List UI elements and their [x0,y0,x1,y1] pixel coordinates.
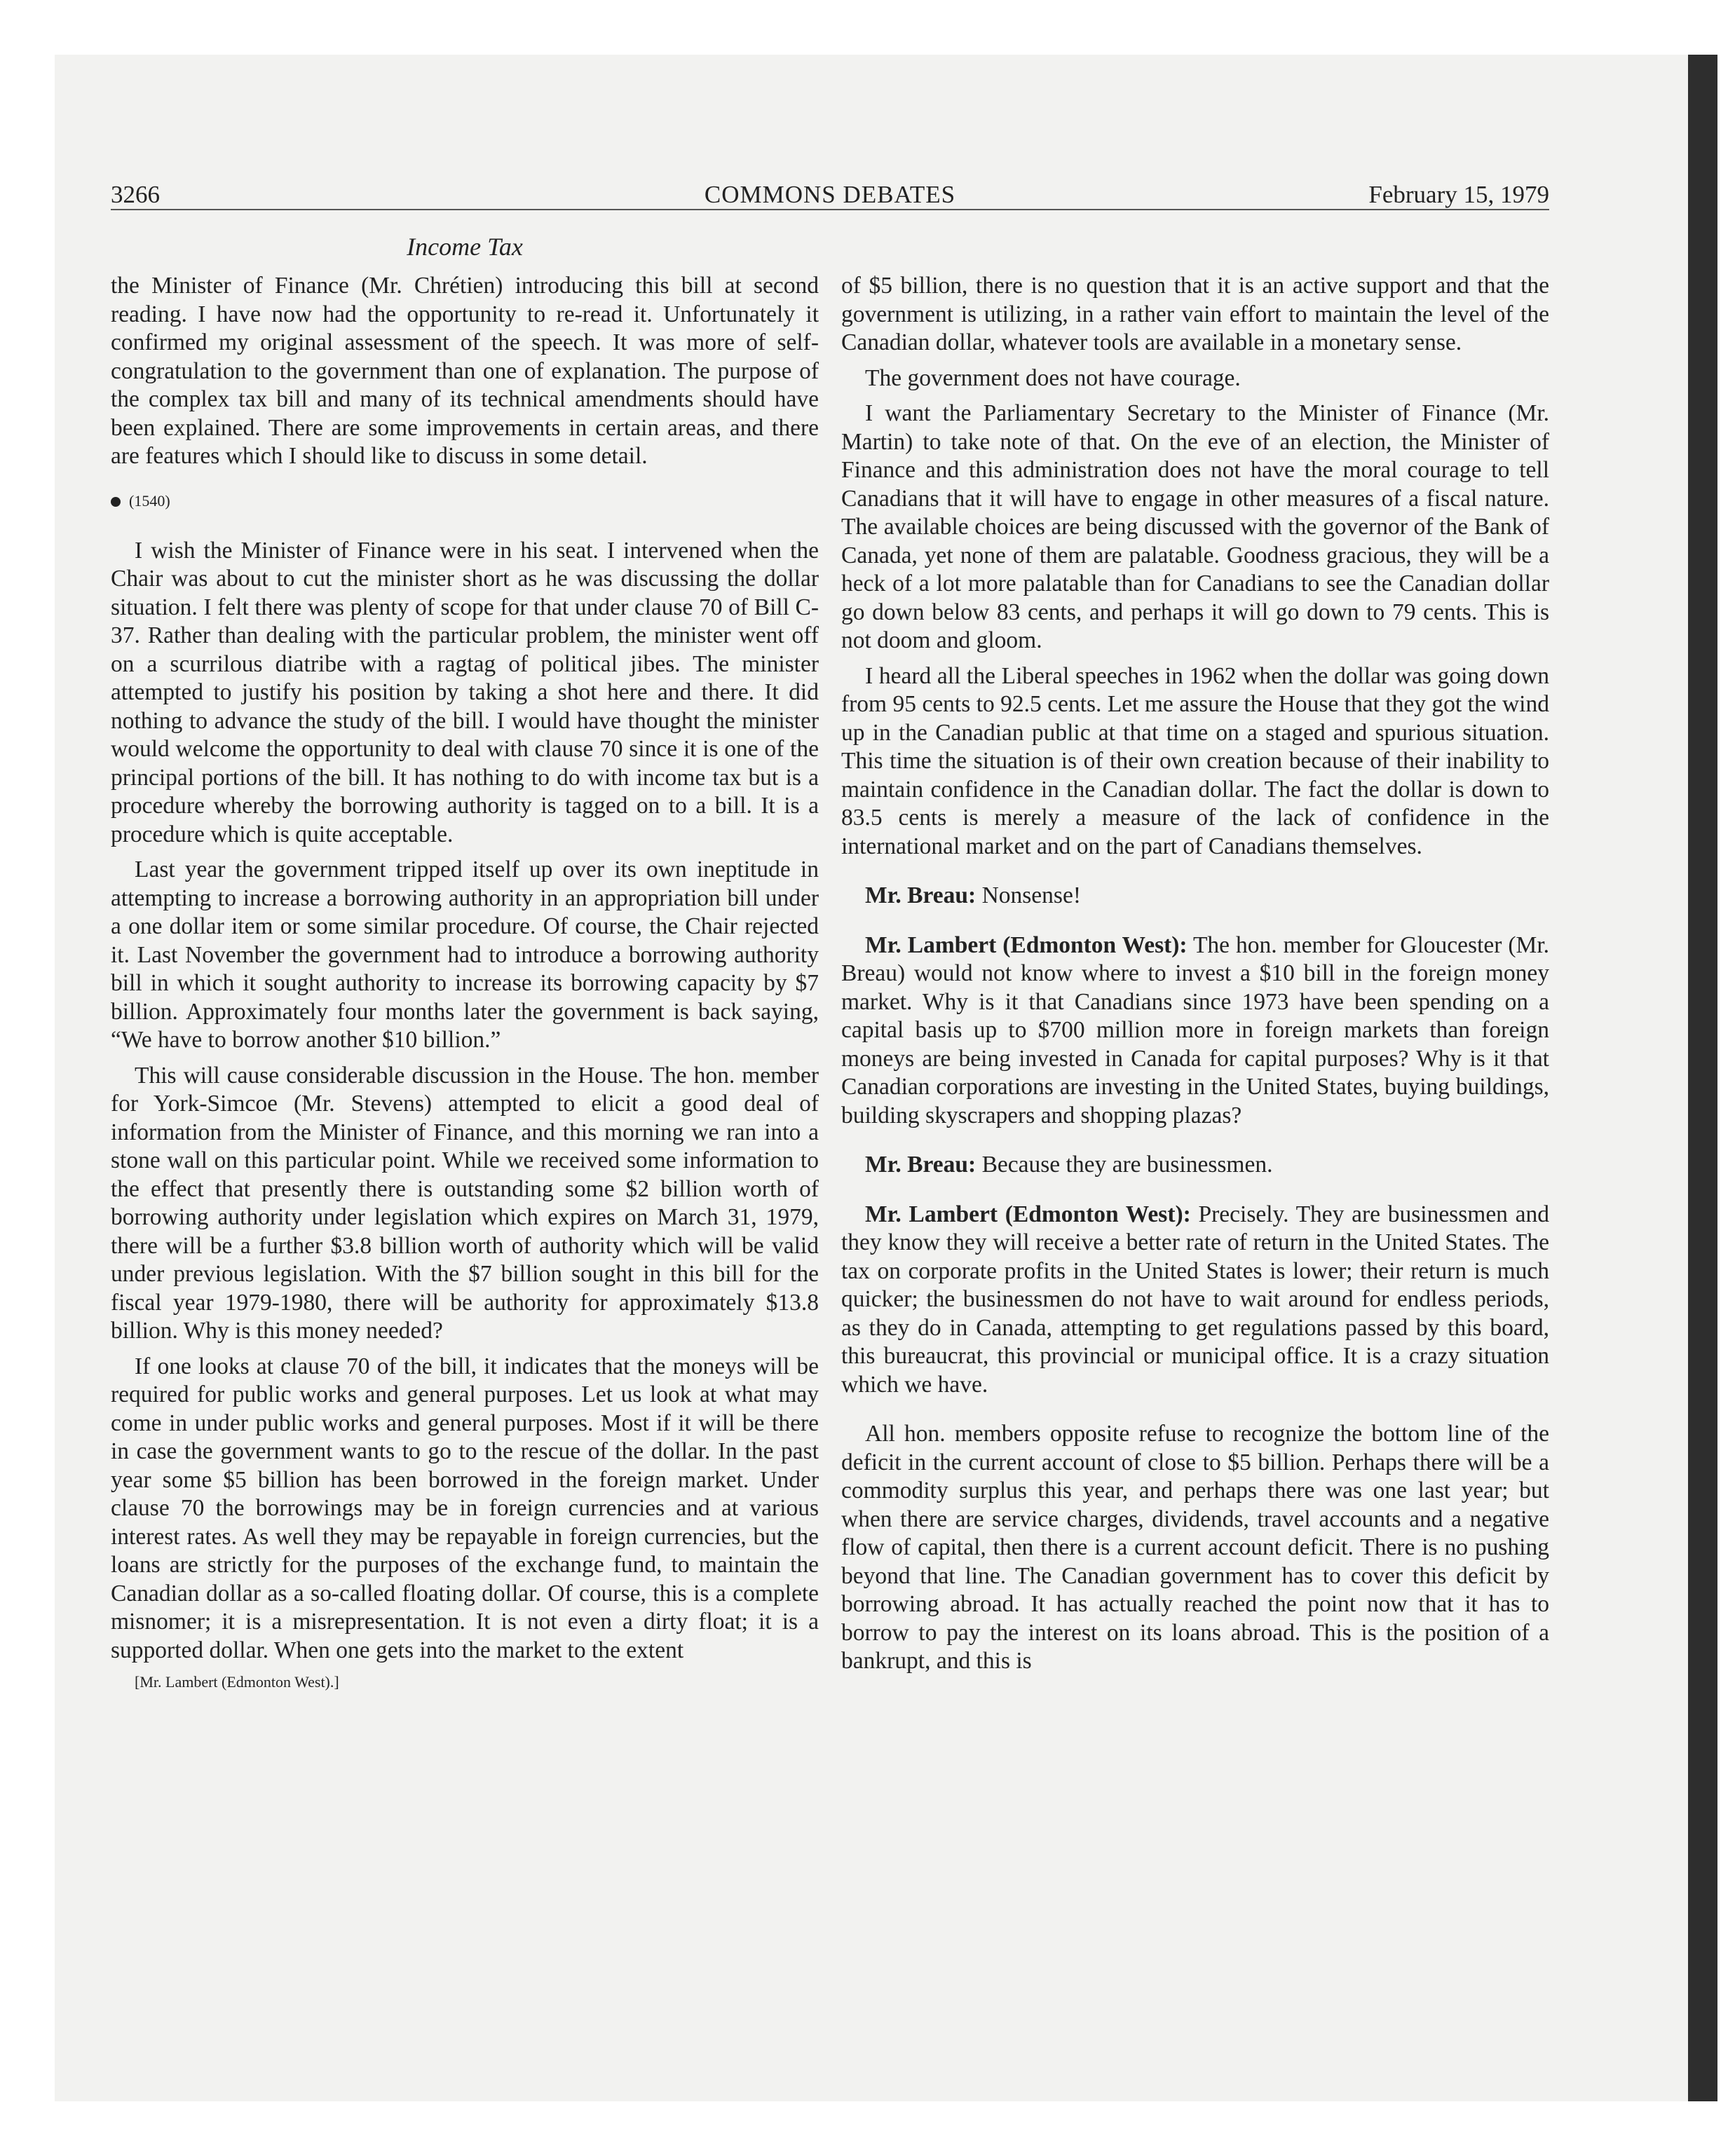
paragraph: Last year the government tripped itself up over its own ineptitude in attempting to increase a borrowing authority in an appropriation bill under a one dollar item or some similar procedure. Of course, the Chair rejected it. Last November the government had to introduce a borrowing authority bill in which it sought authority to increase its borrowing capacity by $7 billion. Approximately four months later the government is back saying, “We have to borrow another $10 billion.” [111,857,819,1053]
speech-text: Because they are businessmen. [981,1152,1273,1178]
paragraph: the Minister of Finance (Mr. Chrétien) introducing this bill at second reading. I have now had the opportunity to re-read it. Unfortunately it confirmed my original assessment of the speech. It was more of self-congratulation to the government than one of explanation. The purpose of the complex tax bill and many of its technical amendments should have been explained. There are some improvements in certain areas, and there are features which I should like to discuss in some detail. [111,273,819,469]
speaker-name: Mr. Breau: [865,1152,977,1178]
paragraph: All hon. members opposite refuse to recognize the bottom line of the deficit in the current account of close to $5 billion. Perhaps there will be a commodity surplus this year, and perhaps there was one last year; but when there are service charges, dividends, travel accounts and a negative flow of capital, then there is a current account deficit. There is no pushing beyond that line. The Canadian government has to cover this deficit by borrowing abroad. It has actually reached the point now that it has to borrow to pay the interest on its loans abroad. This is the position of a bankrupt, and this is [841,1421,1549,1674]
right-column [841,272,1549,1683]
speaker-name: Mr. Lambert (Edmonton West): [865,1201,1191,1227]
speaker-name: Mr. Lambert (Edmonton West): [865,932,1188,958]
paragraph: The government does not have courage. [865,364,1241,391]
paragraph: of $5 billion, there is no question that it is an active support and that the government is utilizing, in a rather vain effort to maintain the level of the Canadian dollar, whatever tools are available in a monetary sense. [841,273,1549,355]
publication-date: February 15, 1979 [1368,181,1549,208]
paragraph: I want the Parliamentary Secretary to the Minister of Finance (Mr. Martin) to take note of that. On the eve of an election, the Minister of Finance and this administration does not have the moral courage to tell Canadians that it will have to engage in other measures of a fiscal nature. The available choices are being discussed with the governor of the Bank of Canada, yet none of them are palatable. Goodness gracious, they will be a heck of a lot more palatable than for Canadians to see the Canadian dollar go down below 83 cents, and perhaps it will go down to 79 cents. This is not doom and gloom. [841,400,1549,653]
scan-edge-bar [1688,55,1717,2101]
page-number: 3266 [111,181,160,208]
speaker-paragraph [841,1201,1549,1400]
speaker-paragraph [841,1151,1549,1180]
speaker-footnote: [Mr. Lambert (Edmonton West).] [135,1673,339,1691]
page-header [111,181,1549,210]
left-column [111,272,819,1700]
speaker-name: Mr. Breau: [865,882,977,908]
paragraph: I wish the Minister of Finance were in his seat. I intervened when the Chair was about to cut the minister short as he was discussing the dollar situation. I felt there was plenty of scope for that under clause 70 of Bill C-37. Rather than dealing with the particular problem, the minister went off on a scurrilous diatribe with a ragtag of political jibes. The minister attempted to justify his position by taking a shot here and there. It did nothing to advance the study of the bill. I would have thought the minister would welcome the opportunity to deal with clause 70 since it is one of the principal portions of the bill. It has nothing to do with income tax but is a procedure whereby the borrowing authority is tagged on to a bill. It is a procedure which is quite acceptable. [111,537,819,847]
paragraph: If one looks at clause 70 of the bill, it indicates that the moneys will be required for public works and general purposes. Let us look at what may come in under public works and general purposes. Most if it will be there in case the government wants to go to the rescue of the dollar. In the past year some $5 billion has been borrowed in the foreign market. Under clause 70 the borrowings may be in foreign currencies and at various interest rates. As well they may be repayable in foreign currencies, but the loans are strictly for the purposes of the exchange fund, to maintain the Canadian dollar as a so-called floating dollar. Of course, this is a complete misnomer; it is a misrepresentation. It is not even a dirty float; it is a supported dollar. When one gets into the market to the extent [111,1353,819,1663]
speech-text: Nonsense! [981,882,1081,908]
speaker-paragraph [841,882,1549,910]
subject-heading: Income Tax [407,233,523,261]
time-marker [111,491,819,512]
paragraph: I heard all the Liberal speeches in 1962 when the dollar was going down from 95 cents to 92.5 cents. Let me assure the House that they got the wind up in the Canadian public at that time on a staged and spurious situation. This time the situation is of their own creation because of their inability to maintain confidence in the Canadian dollar. The fact the dollar is down to 83.5 cents is merely a measure of the lack of confidence in the international market and on the part of Canadians themselves. [841,662,1549,859]
speaker-paragraph [841,932,1549,1131]
speech-text: The hon. member for Gloucester (Mr. Breau) would not know where to invest a $10 bill in the foreign money market. Why is it that Canadians since 1973 have been spending on a capital basis up to $700 million more in foreign markets than foreign moneys are being invested in Canada for capital purposes? Why is it that Canadian corporations are investing in the United States, buying buildings, building skyscrapers and shopping plazas? [841,932,1549,1128]
bullet-icon [111,497,121,507]
timestamp-label: (1540) [129,491,170,510]
paragraph: This will cause considerable discussion in the House. The hon. member for York-Simcoe (Mr. Stevens) attempted to elicit a good deal of information from the Minister of Finance, and this morning we ran into a stone wall on this particular point. While we received some information to the effect that presently there is outstanding some $2 billion worth of borrowing authority under legislation which expires on March 31, 1979, there will be a further $3.8 billion worth of authority which will be valid under previous legislation. With the $7 billion sought in this bill for the fiscal year 1979-1980, there will be authority for approximately $13.8 billion. Why is this money needed? [111,1062,819,1344]
publication-title: COMMONS DEBATES [704,181,956,208]
speech-text: Precisely. They are businessmen and they know they will receive a better rate of return in the United States. The tax on corporate profits in the United States is lower; their return is much quicker; the businessmen do not have to wait around for endless periods, as they do in Canada, attempting to get regulations passed by this board, this bureaucrat, this provincial or municipal office. It is a crazy situation which we have. [841,1201,1550,1398]
